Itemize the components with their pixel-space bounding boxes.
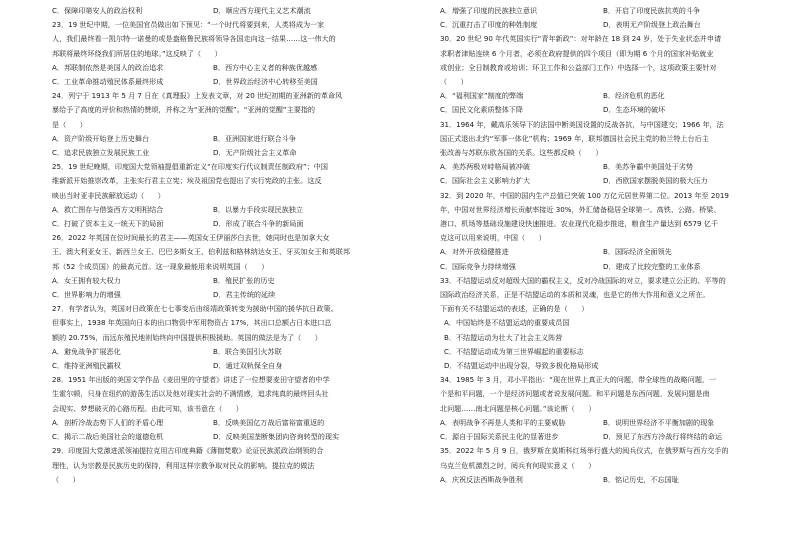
option: A．救亡图存与借鉴西方文明相结合: [52, 204, 164, 214]
option: B．西方中心主义者的种族优越感: [213, 62, 318, 72]
question-text: 29．印度国大党激进派领袖提拉克用古印度典籍《薄伽梵歌》论证民族派政治纲领的合: [52, 446, 324, 456]
question-text: 25．19 世纪晚期，印度国大党领袖提倡重新定义“在印度实行代议制责任制政府”；中国: [52, 162, 328, 172]
option: B．开启了印度民族抗英的斗争: [603, 6, 701, 15]
option: B．国际经济全面领先: [603, 247, 672, 257]
question-text: 26．2022 年英国在位时间最长的君主——英国女王伊丽莎白去世，她同时也是加拿大女: [52, 233, 330, 243]
option: B．亚洲国家进行联合斗争: [213, 133, 296, 143]
question-24: [52, 89, 374, 160]
question-text: 30．20 世纪 90 年代英国实行“青年新政”：对年龄在 18 到 24 岁，处于失业状态并申请: [440, 34, 722, 44]
question-23: [52, 18, 374, 89]
options-row: [52, 274, 374, 288]
question-32: [440, 189, 766, 274]
question-30: [440, 32, 766, 117]
options-row: [52, 146, 374, 160]
question-text: 31．1964 年，戴高乐领导下的法国中断美国设置的反战各抗，与中国建交；1966 年，法: [440, 119, 724, 129]
question-29: [52, 444, 374, 487]
question-34: [440, 373, 766, 444]
options-row: [52, 416, 374, 430]
options-row: [52, 217, 374, 231]
option: D．建成了比较完整的工业体系: [603, 261, 701, 271]
option: D．表明无产阶级登上政治舞台: [603, 20, 701, 30]
option: A．“福利国家”制度的弊端: [440, 91, 524, 101]
question-text: 28．1951 年出版的美国文学作品《麦田里的守望者》讲述了一位想要麦田守望者的中学: [52, 375, 330, 385]
question-text: 24．列宁于 1913 年 5 月 7 日在《真理报》上发表文章，对 20 世纪初期的亚洲新的革命风: [52, 91, 343, 101]
option: C．世界影响力的增强: [52, 290, 121, 300]
question-text: 乌克兰危机激烈之时，阅兵有何现实意义（ ）: [440, 460, 596, 470]
question-text: 暴给予了高度的评价和热情的赞颂，并称之为“亚洲的觉醒”。“亚洲的觉醒”主要指的: [52, 105, 315, 115]
option: B．经济危机的恶化: [603, 91, 665, 101]
option: D．反映美国垄断集团向咨询转型的现实: [213, 432, 340, 442]
option: D．世界政治经济中心转移至美国: [213, 77, 318, 87]
option: A．避免战争扩展恶化: [52, 346, 121, 356]
option: A．庆祝反法西斯战争胜利: [440, 474, 523, 484]
option: C．源自于国际关系民主化的显著进步: [440, 432, 559, 442]
options-row: [440, 416, 766, 430]
options-row: [52, 132, 374, 146]
option: C．沉重打击了印度的种姓制度: [440, 20, 538, 30]
question-text: 23．19 世纪中期，一位美国官员做出如下预见：“一个时代将要到来，人类将成为一家: [52, 20, 325, 30]
option: C．追求民族独立发展民族工业: [52, 148, 150, 158]
question-text: 33．不结盟运动反对超级大国的霸权主义，反对冷战国际的对立，要求建立公正的、平等的: [440, 275, 726, 285]
option: A．女王拥有较大权力: [52, 275, 121, 285]
q22-options-row: [52, 4, 374, 18]
q29-options-row: [440, 4, 766, 18]
question-text: 但事实上，1938 年英国向日本的出口物资中军用物资占 17%，其出口总额占日本进口总: [52, 318, 332, 328]
options-row: [440, 245, 766, 259]
option: D．顺应西方现代主义艺术潮流: [213, 6, 311, 15]
options-row: [440, 473, 766, 487]
option: C．打破了资本主义一统天下的局面: [52, 219, 164, 229]
question-text: 生霍尔顿，只身在纽约的游荡生活以及他对现实社会的不满情感，追求纯真的最终回头社: [52, 389, 329, 399]
option: D．君主传统的延续: [213, 290, 276, 300]
question-text: 邦（52 个成员国）的最高元首。这一现象最能用来说明英国（ ）: [52, 261, 269, 271]
option: C．揭示二战后美国社会的道德危机: [52, 432, 164, 442]
option: B．说明世界经济不平衡加剧的现象: [603, 417, 715, 427]
options-row: [52, 430, 374, 444]
option: B．以暴力手段实现民族独立: [213, 204, 303, 214]
option: C．不结盟运动成为第三世界崛起的重要标志: [444, 346, 584, 356]
option: D．通过双轨保全自身: [213, 361, 283, 371]
option: B．美苏争霸中美国处于劣势: [603, 162, 693, 172]
option: D．西欧国家摆脱美国的极大压力: [603, 176, 708, 186]
option: B．联合美国引火苏联: [213, 346, 282, 356]
option: A．美苏两极对峙格局被冲破: [440, 162, 530, 172]
option: B．殖民扩张的历史: [213, 275, 275, 285]
option: C．保障印第安人的政治权利: [52, 6, 143, 15]
option: A．剖析冷战态势下人们的矛盾心理: [52, 417, 164, 427]
options-row: [52, 345, 374, 359]
question-text: 克这可以用来说明，中国（ ）: [440, 233, 546, 243]
options-row: [52, 288, 374, 302]
question-text: 额的 20.75%，而远东殖民地则始终向中国提供积极援助。英国的做法是为了（ ）: [52, 332, 322, 342]
question-text: 32．到 2020 年，中国的国内生产总值已突破 100 万亿元居世界第二位。2013 年至 2019: [440, 190, 729, 200]
question-text: 35．2022 年 5 月 9 日，俄罗斯在莫斯科红场举行盛大的阅兵仪式，在俄罗斯与西方交手的: [440, 446, 729, 456]
question-text: 维新派开始推崇改革，主张实行君主立宪；埃及祖国党也提出了实行宪政的主张。这反: [52, 176, 322, 186]
option: D．生态环境的破坏: [603, 105, 666, 115]
question-text: 王、澳大利亚女王、新西兰女王、巴巴多斯女王、伯利兹和格林纳达女王、牙买加女王和英联邦: [52, 247, 350, 257]
options-row: [52, 75, 374, 89]
option: A．中国始终是不结盟运动的重要成员国: [444, 318, 570, 328]
answer-blank: （ ）: [52, 474, 80, 484]
options-row: [52, 359, 374, 373]
question-text: 人，我们最终看一凯尔特一诺曼的或是盎格鲁民族将领导各国走向这一结果……这一伟大的: [52, 34, 336, 44]
question-text: 年，中国对世界经济增长贡献率接近 30%，外汇储备稳居全球第一。高铁、公路、桥梁、: [440, 204, 721, 214]
option: C．国际竞争力持续增强: [440, 261, 516, 271]
question-26: [52, 231, 374, 302]
question-text: 或创业；全日制教育或培训；环卫工作和公益部门工作）中选择一个，这项政策主要针对: [440, 62, 717, 72]
question-text: 国正式退出北约“军事一体化”机构；1969 年，联邦德国社会民主党的勃兰特上台后主: [440, 133, 709, 143]
option: A．对外开放稳健推进: [440, 247, 509, 257]
question-text: 港口、机场等基础设施建设快速推进。农业现代化稳步推进，粮食生产量达到 6579 亿千: [440, 219, 718, 229]
options-row: [440, 430, 766, 444]
right-column: [440, 4, 766, 487]
option: A．邦联制依然是美国人的政治追求: [52, 62, 164, 72]
question-text: 个是和平问题，一个是经济问题或者说发展问题。和平问题是东西问题，发展问题是南: [440, 389, 710, 399]
question-25: [52, 160, 374, 231]
question-text: 张改善与苏联东欧各国的关系。这些都反映（ ）: [440, 148, 603, 158]
option: C．维持亚洲殖民霸权: [52, 361, 121, 371]
question-28: [52, 373, 374, 444]
options-row: [440, 89, 766, 103]
option: B．反映美国亿万战后富裕富重返的: [213, 417, 325, 427]
left-column: [52, 4, 374, 487]
question-33: [440, 274, 766, 373]
option: C．国民文化素质整体下降: [440, 105, 523, 115]
question-text: 27．有学者认为，英国对日政策在七七事变后由绥靖政策转变为援助中国的援华抗日政策。: [52, 304, 338, 314]
question-text: 北问题……南北问题是核心问题。”该论断（ ）: [440, 403, 596, 413]
question-text: 邦联将最终环绕我们所居住的地球。”这反映了（ ）: [52, 48, 222, 58]
options-row: [52, 61, 374, 75]
question-text: 会现实、梦想破灭的心路历程。由此可知，该书意在（ ）: [52, 403, 243, 413]
option: A．资产阶级开始登上历史舞台: [52, 133, 150, 143]
question-text: 下面有关不结盟运动的表述，正确的是（ ）: [440, 304, 589, 314]
options-row: [440, 103, 766, 117]
question-text: 是（ ）: [52, 119, 87, 129]
question-31: [440, 118, 766, 189]
option: C．国际社会主义影响力扩大: [440, 176, 531, 186]
options-row: [440, 174, 766, 188]
q29-options-row: [440, 18, 766, 32]
question-text: 国际政治经济关系，正是不结盟运动的本质和灵魂，也是它的伟大作用和意义之所在。: [440, 290, 710, 300]
question-text: 映出当时亚非民族解放运动（ ）: [52, 190, 165, 200]
option: D．无产阶级社会主义革命: [213, 148, 297, 158]
question-text: 34．1985 年 3 月，邓小平指出：“现在世界上真正大的问题，带全球性的战略问题，一: [440, 375, 717, 385]
question-text: 理性，认为宗教是民族历史的保持，利用这样宗教争取对民众的影响。提拉克的做法: [52, 460, 315, 470]
option: B．不结盟运动为壮大了社会主义阵营: [444, 332, 563, 342]
option: D．不结盟运动中出现分裂，导致多极化格局形成: [444, 361, 599, 371]
question-35: [440, 444, 766, 487]
options-row: [440, 260, 766, 274]
question-27: [52, 302, 374, 373]
question-text: 求职者津贴连续 6 个月者，必须在政府提供的四个项目（即为期 6 个月的国家补贴就业: [440, 48, 714, 58]
option: B．铭记历史，不忘国耻: [603, 474, 679, 484]
option: A．增强了印度的民族独立意识: [440, 6, 538, 15]
option: C．工业革命推动殖民体系最终形成: [52, 77, 164, 87]
option: D．预见了东西方冷战行将终结的命运: [603, 432, 722, 442]
option: A．表明战争不再是人类和平的主要威胁: [440, 417, 566, 427]
option: D．形成了联合斗争的新局面: [213, 219, 304, 229]
answer-blank: （ ）: [440, 77, 468, 87]
options-row: [52, 203, 374, 217]
options-row: [440, 160, 766, 174]
